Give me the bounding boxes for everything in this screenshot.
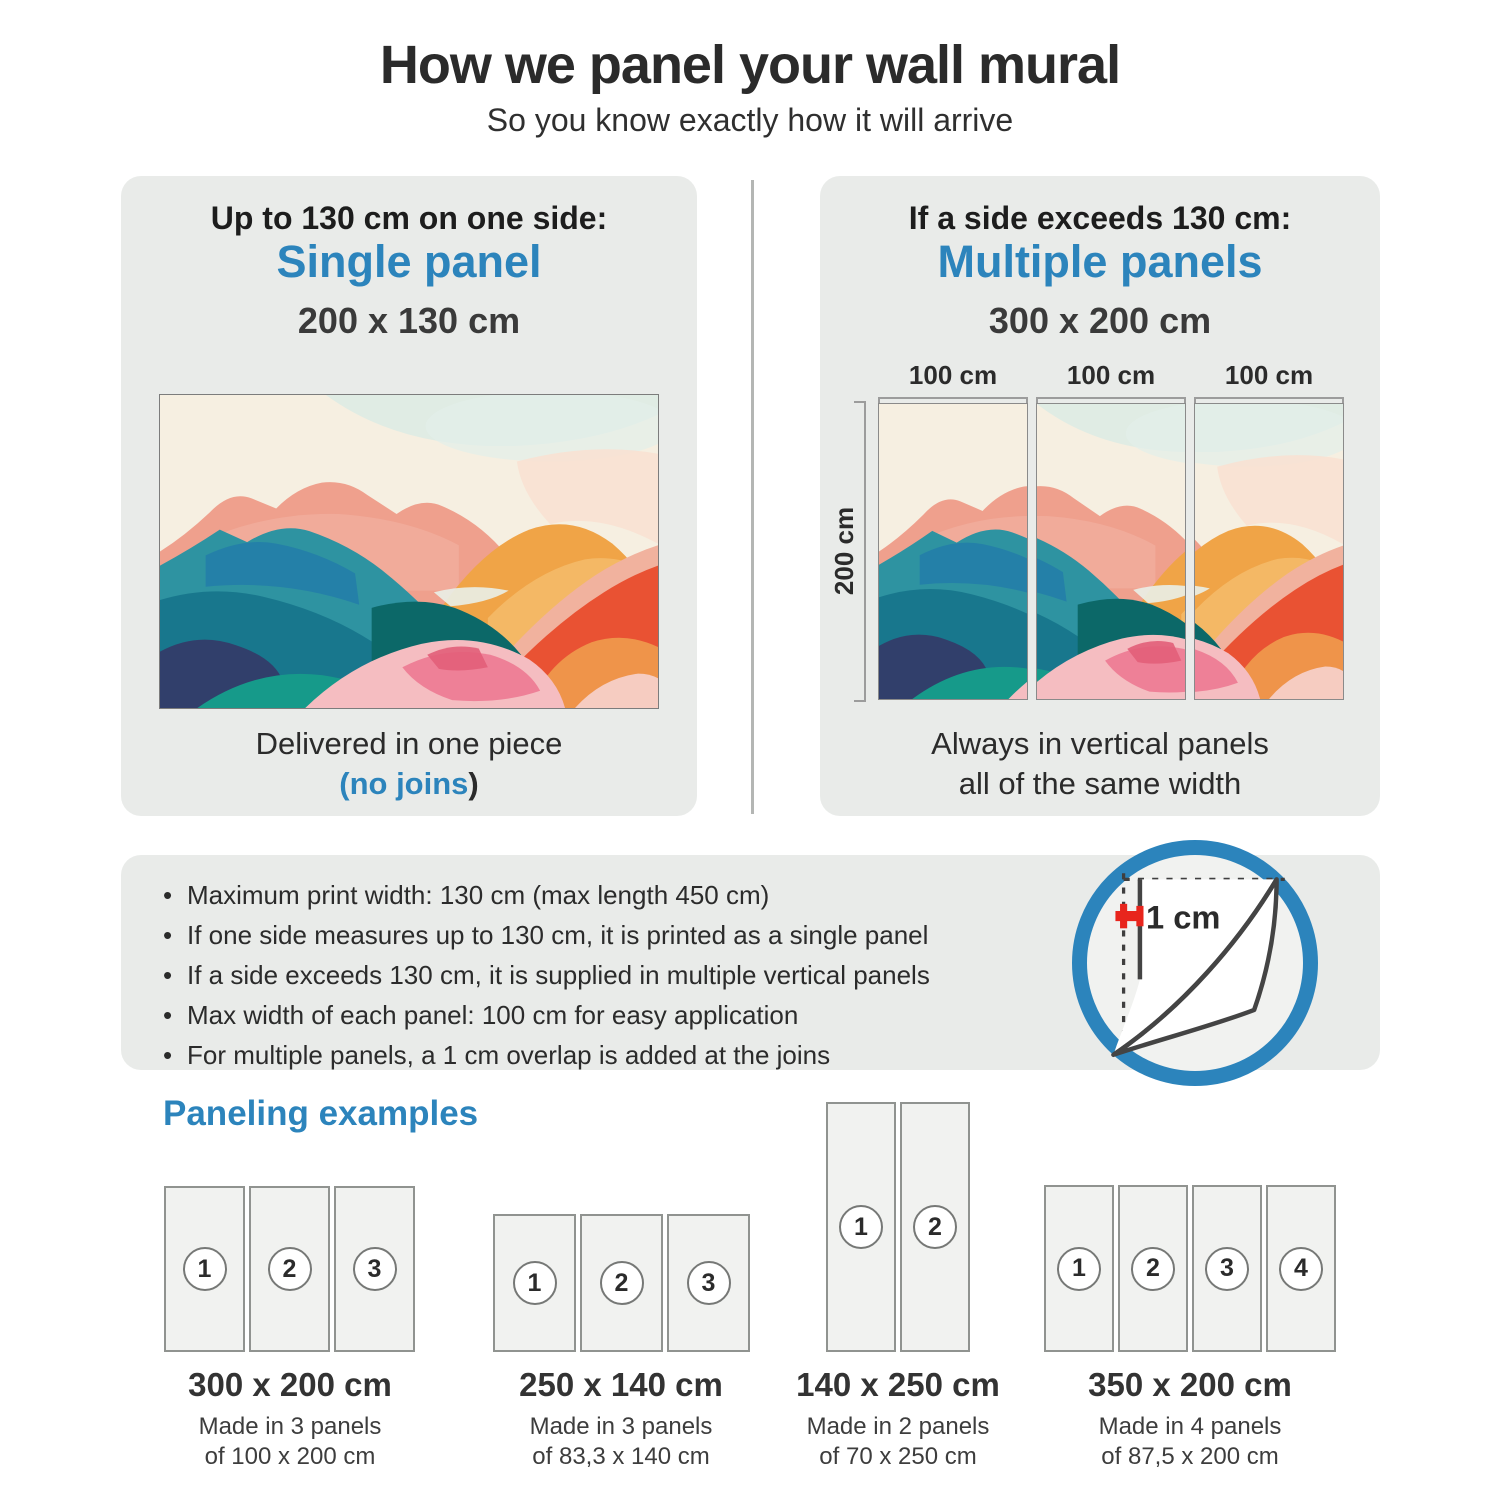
multiple-panels-caption-2: all of the same width [958, 766, 1242, 801]
example-panel [580, 1214, 663, 1352]
example-panel [826, 1102, 896, 1352]
overlap-badge [1072, 840, 1318, 1086]
single-panel-title: Single panel [276, 236, 542, 287]
panel-number-badge: 3 [687, 1261, 731, 1305]
example-2-caption [461, 1366, 781, 1472]
mural-panel-strips [878, 403, 1344, 700]
example-3-caption [738, 1366, 1058, 1472]
panel-number-badge: 4 [1279, 1247, 1323, 1291]
example-1-caption [130, 1366, 450, 1472]
example-panel [1192, 1185, 1262, 1352]
panel-number-badge: 2 [268, 1247, 312, 1291]
panel-number-badge: 1 [1057, 1247, 1101, 1291]
example-3-panels [826, 1102, 970, 1352]
example-detail: Made in 4 panels [1098, 1413, 1282, 1440]
example-panel [493, 1214, 576, 1352]
multiple-panels-caption-1: Always in vertical panels [931, 726, 1269, 761]
example-size: 140 x 250 cm [796, 1366, 1000, 1403]
no-joins-highlight: no joins [349, 766, 469, 801]
width-label: 100 cm [1224, 360, 1314, 390]
paren-open: ( [339, 766, 350, 801]
example-detail: Made in 2 panels [806, 1413, 990, 1440]
mural-panel-3 [1194, 403, 1344, 700]
multiple-panels-title: Multiple panels [937, 236, 1263, 287]
paneling-examples-heading: Paneling examples [163, 1094, 479, 1133]
page-curl-icon [1093, 861, 1297, 1065]
single-panel-condition: Up to 130 cm on one side: [210, 200, 608, 236]
example-panel [667, 1214, 750, 1352]
page-subtitle: So you know exactly how it will arrive [486, 102, 1014, 138]
example-panel [164, 1186, 245, 1352]
example-panel [1118, 1185, 1188, 1352]
info-bullet: • If a side exceeds 130 cm, it is supplied in multiple vertical panels [161, 955, 1101, 995]
example-detail: of 83,3 x 140 cm [532, 1443, 710, 1470]
overlap-label: 1 cm [1146, 898, 1221, 936]
example-4-panels [1044, 1185, 1336, 1352]
info-bullet: • If one side measures up to 130 cm, it is printed as a single panel [161, 915, 1101, 955]
panel-width-labels [878, 360, 1344, 391]
height-label: 200 cm [829, 506, 859, 596]
multiple-panels-condition: If a side exceeds 130 cm: [908, 200, 1292, 236]
mural-panel-1 [878, 403, 1028, 700]
single-panel-card [121, 176, 697, 816]
single-panel-caption: Delivered in one piece [255, 726, 563, 761]
panel-number-badge: 2 [600, 1261, 644, 1305]
width-label: 100 cm [908, 360, 998, 390]
panel-number-badge: 1 [839, 1205, 883, 1249]
single-panel-caption-joins [121, 766, 697, 802]
info-bullet: • Max width of each panel: 100 cm for easy application [161, 995, 1101, 1035]
example-detail: Made in 3 panels [529, 1413, 713, 1440]
panel-number-badge: 2 [1131, 1247, 1175, 1291]
multiple-panels-size: 300 x 200 cm [988, 300, 1212, 341]
example-2-panels [493, 1214, 750, 1352]
one-cm-marker [1115, 904, 1139, 928]
example-panel [249, 1186, 330, 1352]
example-panel [334, 1186, 415, 1352]
panel-number-badge: 3 [1205, 1247, 1249, 1291]
example-size: 250 x 140 cm [519, 1366, 723, 1403]
multiple-panels-card [820, 176, 1380, 816]
panel-number-badge: 3 [353, 1247, 397, 1291]
panel-number-badge: 1 [513, 1261, 557, 1305]
panel-number-badge: 2 [913, 1205, 957, 1249]
example-detail: of 70 x 250 cm [819, 1443, 977, 1470]
panel-number-badge: 1 [183, 1247, 227, 1291]
width-label: 100 cm [1066, 360, 1156, 390]
info-bullet: • Maximum print width: 130 cm (max length 450 cm) [161, 875, 1101, 915]
info-bullet: • For multiple panels, a 1 cm overlap is added at the joins [161, 1035, 1101, 1075]
paren-close: ) [468, 766, 479, 801]
example-1-panels [164, 1186, 415, 1352]
example-4-caption [1030, 1366, 1350, 1472]
example-panel [900, 1102, 970, 1352]
single-panel-size: 200 x 130 cm [297, 300, 521, 341]
mural-panel-2 [1036, 403, 1186, 700]
info-bullet-list [121, 855, 1101, 1075]
page-title: How we panel your wall mural [379, 35, 1121, 95]
example-size: 300 x 200 cm [188, 1366, 392, 1403]
mural-image [159, 394, 659, 709]
example-detail: of 100 x 200 cm [204, 1443, 376, 1470]
example-panel [1044, 1185, 1114, 1352]
example-detail: Made in 3 panels [198, 1413, 382, 1440]
example-detail: of 87,5 x 200 cm [1101, 1443, 1279, 1470]
example-panel [1266, 1185, 1336, 1352]
example-size: 350 x 200 cm [1088, 1366, 1292, 1403]
card-divider [751, 180, 754, 814]
